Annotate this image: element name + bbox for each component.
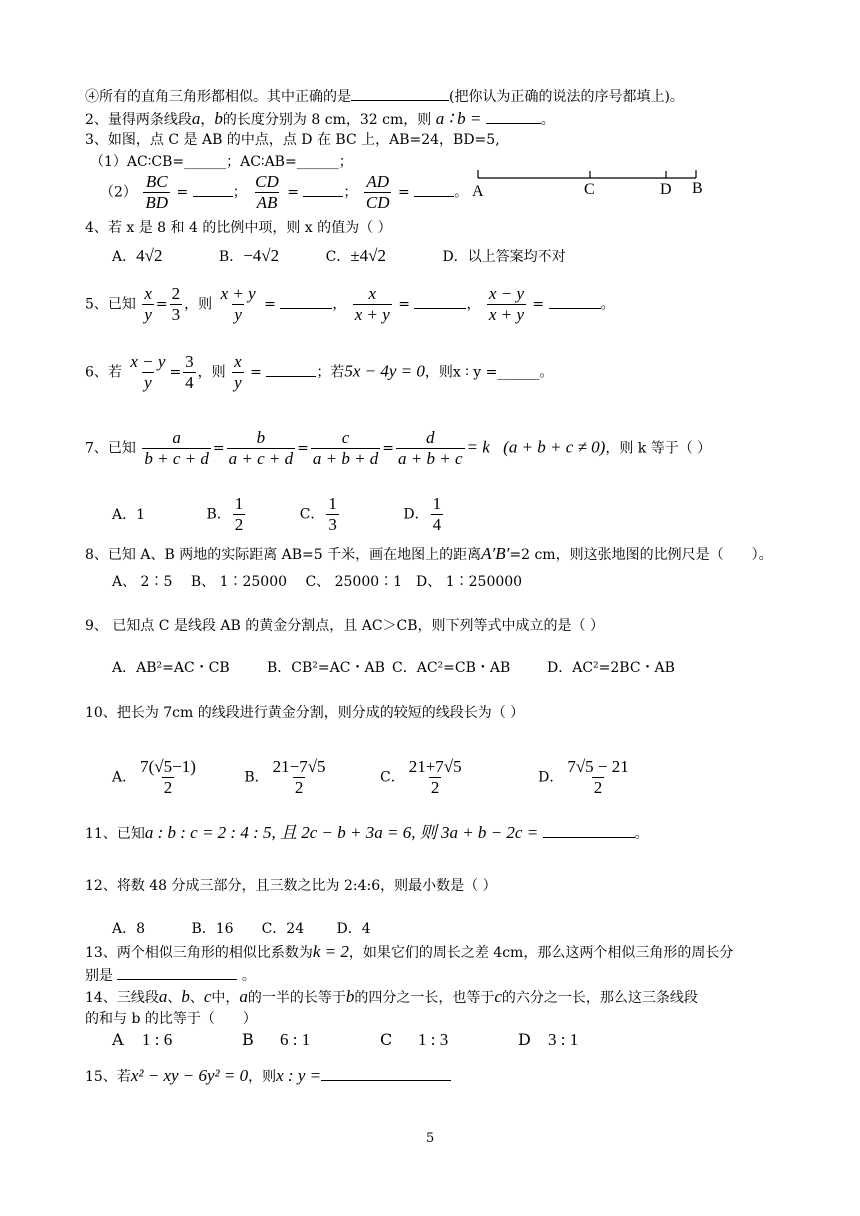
q15-text: 15、若	[85, 1069, 131, 1085]
q3-part-1	[90, 153, 353, 171]
q13-k: k = 2	[312, 942, 349, 961]
question-13-line-2	[85, 965, 256, 985]
option-d-label: D	[518, 1030, 531, 1049]
answer-blank[interactable]	[280, 294, 332, 309]
q2-text-2: 的长度分别为 8 cm，32 cm，则	[222, 112, 432, 128]
question-7: 7、已知 $\frac{a}{b + c + d}$ = $\frac{b}{a + c + d}$ = $\frac{c}{a + b + d}$ = $\frac{d}{a + b + c}$ = k (a + b + c ≠ 0)，则 k 等于（ ）	[85, 428, 712, 468]
statement-4	[85, 86, 684, 106]
frac-3-4: $\frac{3}{4}$	[185, 352, 194, 392]
option-b-label: B．	[244, 769, 269, 786]
question-10	[85, 704, 524, 722]
q5-end: 。	[600, 296, 615, 313]
option-a-frac[interactable]: $\frac{7(√5-1)}{2}$	[140, 757, 196, 797]
q6-then2: ，则	[424, 364, 453, 381]
answer-blank[interactable]	[266, 362, 316, 377]
q15-expr: x² − xy − 6y² = 0	[130, 1066, 249, 1085]
question-8	[85, 545, 773, 564]
frac-xpy-y: $\frac{x + y}{y}$	[220, 284, 256, 324]
answer-blank[interactable]	[414, 182, 454, 197]
option-d-frac[interactable]: $\frac{1}{4}$	[432, 494, 442, 534]
q11-expr: a : b : c = 2 : 4 : 5, 且 2c − b + 3a = 6, 则 3a + b − 2c =	[144, 823, 539, 842]
q12-options-text[interactable]: A．8 B．16 C．24 D．4	[112, 921, 371, 937]
segment-figure	[470, 164, 710, 200]
option-a-value[interactable]: 1 : 6	[142, 1030, 173, 1049]
q8-text: 8、已知 A、B 两地的实际距离 AB=5 千米，画在地图上的距离	[85, 547, 482, 563]
option-b-label: B．	[218, 249, 244, 265]
q9-text: 9、 已知点 C 是线段 AB 的黄金分割点，且 AC＞CB，则下列等式中成立的是（ ）	[85, 618, 604, 634]
question-14: 14、三线段a、b、c中，a的一半的长等于b的四分之一长，也等于c的六分之一长，那么这三条线段	[85, 987, 698, 1006]
eq: =	[287, 184, 299, 201]
q9-options	[112, 659, 675, 677]
question-4	[85, 219, 392, 237]
frac-xmy-y: $\frac{x - y}{y}$	[130, 352, 166, 392]
q14-options	[112, 1031, 578, 1049]
q13-text-2: ，如果它们的周长之差 4cm，那么这两个相似三角形的周长分	[348, 945, 734, 961]
option-c-frac[interactable]: $\frac{1}{3}$	[328, 494, 337, 534]
question-6: 6、若 $\frac{x - y}{y}$ = $\frac{3}{4}$ ，则 $\frac{x}{y}$ = ；若5x − 4y = 0，则x ∶ y =______。	[85, 352, 554, 392]
q10-text: 10、把长为 7cm 的线段进行黄金分割，则分成的较短的线段长为（ ）	[85, 705, 525, 721]
question-2	[85, 109, 555, 129]
frac-x-y: $\frac{x}{y}$	[144, 284, 152, 324]
option-d-label: D．	[403, 506, 429, 523]
option-a-label: A．	[112, 249, 137, 265]
q7-end: ，则 k 等于（ ）	[605, 440, 712, 457]
point-c: C	[584, 181, 595, 198]
q14-text: 14、三线段	[85, 990, 159, 1006]
q6-text: 6、若	[85, 364, 122, 381]
q11-text: 11、已知	[85, 826, 145, 842]
comma: ，	[332, 296, 347, 313]
q14-line-2-text: 的和与 b 的比等于（ ）	[85, 1011, 257, 1027]
option-c[interactable]: C．AC²=CB・AB	[392, 660, 511, 676]
answer-blank[interactable]	[193, 182, 233, 197]
q3-part-2-label: （2）	[100, 184, 137, 201]
q2-end: 。	[540, 112, 555, 128]
q6-then: ，则	[197, 364, 226, 381]
question-3	[85, 131, 500, 149]
q8-options[interactable]	[112, 573, 522, 591]
q8-text-2: =2 cm，则这张地图的比例尺是（ ）。	[509, 547, 773, 563]
q12-text: 12、将数 48 分成三部分，且三数之比为 2:4:6，则最小数是（ ）	[85, 878, 497, 894]
point-b: B	[692, 180, 703, 197]
option-d[interactable]: D．AC²=2BC・AB	[547, 660, 675, 676]
q8-options-text[interactable]: A、 2∶5 B、 1∶25000 C、 25000∶1 D、 1∶250000	[112, 574, 523, 590]
q11-end: 。	[634, 826, 649, 842]
option-d-label: D．	[538, 769, 564, 786]
q4-options	[112, 247, 566, 266]
answer-blank[interactable]	[321, 1066, 451, 1081]
option-c-value[interactable]: 1 : 3	[418, 1030, 449, 1049]
option-b-frac[interactable]: $\frac{21-7√5}{2}$	[272, 757, 326, 797]
q13-line-2-text: 别是	[85, 968, 113, 984]
option-c-frac[interactable]: $\frac{21+7√5}{2}$	[408, 757, 462, 797]
q13-text: 13、两个相似三角形的相似比系数为	[85, 945, 313, 961]
q4-text: 4、若 x 是 8 和 4 的比例中项，则 x 的值为（ ）	[85, 220, 392, 236]
frac-cd-ab: $\frac{CD}{AB}$	[255, 172, 279, 212]
question-5: 5、已知 $\frac{x}{y}$ = $\frac{2}{3}$ ，则 $\frac{x + y}{y}$ = ， $\frac{x}{x + y}$ = ， $\frac{x - y}{x + y}$ = 。	[85, 284, 615, 324]
answer-blank[interactable]	[549, 294, 601, 309]
semicolon: ；	[232, 184, 247, 201]
option-a[interactable]: A．AB²=AC・CB	[112, 660, 230, 676]
option-c-label: C．	[325, 249, 351, 265]
eq: =	[176, 184, 189, 201]
statement-4-text: ④所有的直角三角形都相似。其中正确的是	[85, 89, 351, 105]
q3-end: 。	[454, 184, 469, 201]
frac-x-y: $\frac{x}{y}$	[234, 352, 242, 392]
q3-text: 3、如图，点 C 是 AB 的中点，点 D 在 BC 上，AB=24，BD=5,	[85, 132, 500, 148]
option-c-label: C．	[299, 506, 325, 523]
option-b-value[interactable]: −4√2	[243, 246, 280, 265]
q3-part-1-text: （1）AC∶CB=______；AC∶AB=______；	[90, 154, 353, 170]
option-a-label: A．	[112, 769, 137, 786]
q13-end: 。	[241, 968, 256, 984]
answer-blank[interactable]	[414, 294, 466, 309]
answer-blank[interactable]	[117, 965, 237, 980]
q6-ratio[interactable]: x ∶ y =______。	[452, 364, 554, 381]
q5-then: ，则	[184, 296, 213, 313]
question-11	[85, 823, 649, 843]
q3-part-2	[100, 172, 468, 213]
comma: ，	[466, 296, 481, 313]
q5-text: 5、已知	[85, 296, 136, 313]
answer-blank[interactable]	[303, 182, 343, 197]
frac-b: $\frac{b}{a + c + d}$	[228, 428, 294, 468]
option-b-label: B．	[206, 506, 231, 523]
frac-d: $\frac{d}{a + b + c}$	[398, 428, 463, 468]
q8-ab: A′B′	[481, 544, 510, 563]
q7-k: = k	[466, 437, 490, 457]
frac-x-xpy: $\frac{x}{x + y}$	[354, 284, 390, 324]
question-14-line-2	[85, 1010, 257, 1028]
option-b[interactable]: B．CB²=AC・AB	[267, 660, 385, 676]
q2-sep: ，	[200, 112, 215, 128]
option-b-value[interactable]: 6 : 1	[280, 1030, 311, 1049]
q10-options	[112, 757, 633, 798]
semicolon: ；	[343, 184, 358, 201]
q15-then: ，则	[248, 1069, 277, 1085]
option-b-frac[interactable]: $\frac{1}{2}$	[234, 494, 244, 534]
q2-expr: a ∶ b =	[435, 109, 482, 128]
answer-blank[interactable]	[486, 109, 541, 124]
option-c-value[interactable]: ±4√2	[350, 246, 386, 265]
option-a-value[interactable]: 4√2	[136, 246, 163, 265]
question-9	[85, 617, 604, 635]
answer-blank[interactable]	[543, 823, 635, 838]
frac-bc-bd: $\frac{BC}{BD}$	[145, 172, 169, 212]
frac-c: $\frac{c}{a + b + d}$	[312, 428, 379, 468]
point-d: D	[660, 181, 672, 198]
question-15	[85, 1066, 451, 1086]
option-d-frac[interactable]: $\frac{7√5 - 21}{2}$	[567, 757, 629, 797]
point-a: A	[472, 183, 484, 200]
var-b: b	[214, 109, 223, 128]
statement-4-hint: (把你认为正确的说法的序号都填上)。	[449, 89, 684, 105]
option-c-label: C．	[380, 769, 405, 786]
q2-text: 2、量得两条线段	[85, 112, 192, 128]
question-13	[85, 943, 733, 962]
q6-mid: ；若	[316, 364, 345, 381]
page-number: 5	[426, 1131, 435, 1146]
answer-blank[interactable]	[351, 86, 449, 101]
frac-xmy-xpy: $\frac{x - y}{x + y}$	[488, 284, 524, 324]
q15-ratio: x : y =	[276, 1066, 322, 1085]
option-b-label: B	[242, 1030, 254, 1049]
q7-condition: (a + b + c ≠ 0)	[503, 437, 606, 457]
q7-options	[112, 494, 445, 535]
eq: =	[397, 184, 410, 201]
question-12	[85, 877, 497, 895]
option-a[interactable]: A．1	[112, 506, 146, 523]
option-a-label: A	[112, 1030, 124, 1049]
q7-text: 7、已知	[85, 440, 136, 457]
option-d[interactable]: D．以上答案均不对	[442, 249, 566, 265]
option-d-value[interactable]: 3 : 1	[548, 1030, 579, 1049]
var-a: a	[191, 109, 201, 128]
q12-options[interactable]	[112, 920, 371, 938]
frac-a: $\frac{a}{b + c + d}$	[144, 428, 209, 468]
option-c-label: C	[380, 1030, 393, 1049]
frac-ad-cd: $\frac{AD}{CD}$	[365, 172, 390, 212]
frac-2-3: $\frac{2}{3}$	[171, 284, 181, 324]
q6-expr: 5x − 4y = 0	[344, 361, 425, 381]
